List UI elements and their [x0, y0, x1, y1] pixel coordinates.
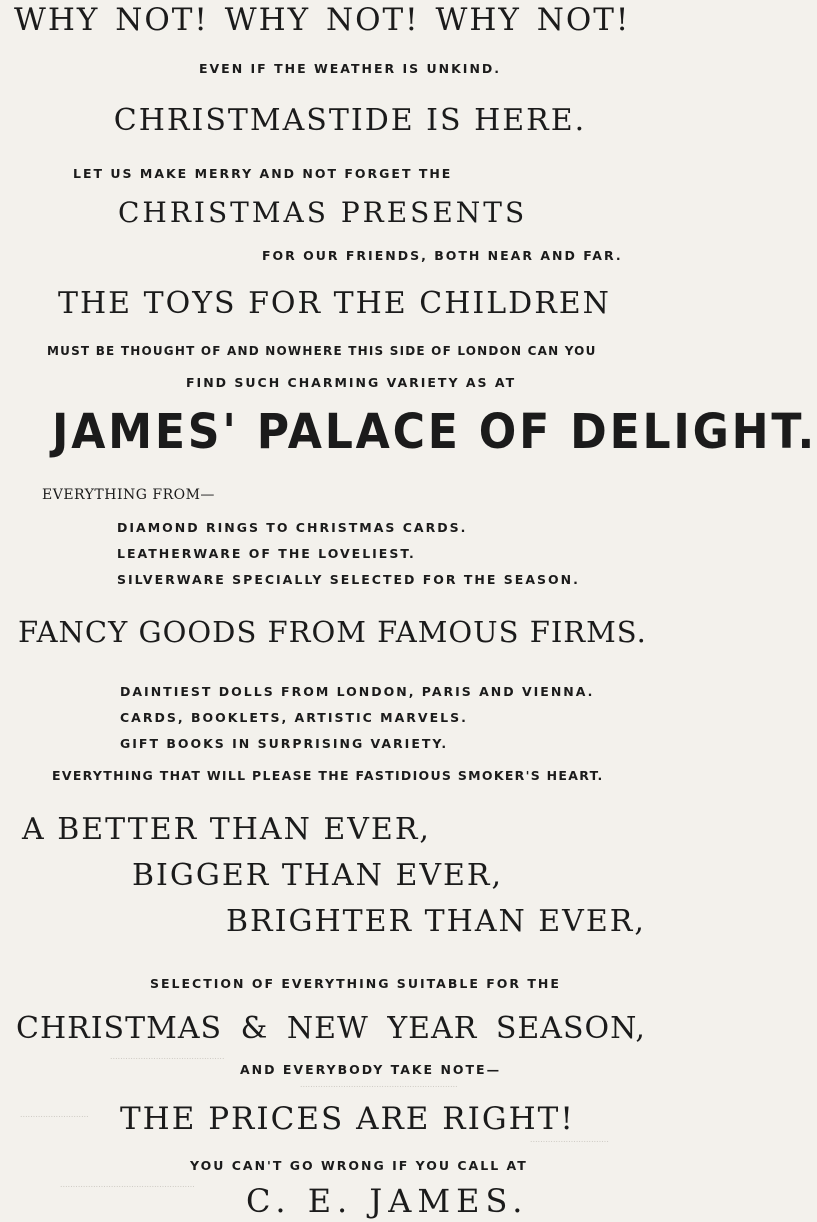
line-note: AND EVERYBODY TAKE NOTE—	[240, 1062, 502, 1077]
line-smoker: EVERYTHING THAT WILL PLEASE THE FASTIDIOUS SMOKER'S HEART.	[52, 768, 604, 783]
line-season: CHRISTMAS & NEW YEAR SEASON,	[16, 1011, 646, 1046]
list-item: DIAMOND RINGS TO CHRISTMAS CARDS.	[117, 520, 468, 535]
line-weather: EVEN IF THE WEATHER IS UNKIND.	[198, 61, 502, 76]
line-friends: FOR OUR FRIENDS, BOTH NEAR AND FAR.	[262, 248, 623, 263]
list-item: GIFT BOOKS IN SURPRISING VARIETY.	[120, 736, 449, 751]
line-fancy: FANCY GOODS FROM FAMOUS FIRMS.	[18, 615, 647, 649]
line-better: A BETTER THAN EVER,	[22, 812, 431, 847]
line-merry: LET US MAKE MERRY AND NOT FORGET THE	[73, 166, 453, 181]
line-everything-from: EVERYTHING FROM—	[42, 487, 215, 503]
line-christmastide: CHRISTMASTIDE IS HERE.	[113, 103, 587, 138]
list-item: LEATHERWARE OF THE LOVELIEST.	[117, 546, 416, 561]
line-selection: SELECTION OF EVERYTHING SUITABLE FOR THE	[150, 976, 561, 991]
line-palace: JAMES' PALACE OF DELIGHT.	[52, 404, 817, 460]
show-through-texture: .....................................................	[60, 1180, 195, 1189]
list-item: CARDS, BOOKLETS, ARTISTIC MARVELS.	[120, 710, 468, 725]
line-wrong: YOU CAN'T GO WRONG IF YOU CALL AT	[190, 1158, 528, 1173]
line-brighter: BRIGHTER THAN EVER,	[226, 904, 646, 939]
show-through-texture: .............................................	[110, 1052, 225, 1061]
line-presents: CHRISTMAS PRESENTS	[118, 196, 528, 229]
show-through-texture: ...............................	[530, 1135, 609, 1144]
line-thought: MUST BE THOUGHT OF AND NOWHERE THIS SIDE OF LONDON CAN YOU	[47, 344, 597, 358]
line-find: FIND SUCH CHARMING VARIETY AS AT	[186, 375, 517, 390]
list-item: DAINTIEST DOLLS FROM LONDON, PARIS AND VIENNA.	[120, 684, 595, 699]
show-through-texture: ..............................................................	[300, 1080, 458, 1089]
signature-line: C. E. JAMES.	[246, 1182, 529, 1220]
show-through-texture: ...........................	[20, 1110, 89, 1119]
line-prices: THE PRICES ARE RIGHT!	[120, 1101, 575, 1137]
headline: WHY NOT! WHY NOT! WHY NOT!	[14, 2, 631, 38]
list-item: SILVERWARE SPECIALLY SELECTED FOR THE SEASON.	[117, 572, 580, 587]
line-toys: THE TOYS FOR THE CHILDREN	[58, 286, 611, 321]
line-bigger: BIGGER THAN EVER,	[132, 858, 504, 893]
